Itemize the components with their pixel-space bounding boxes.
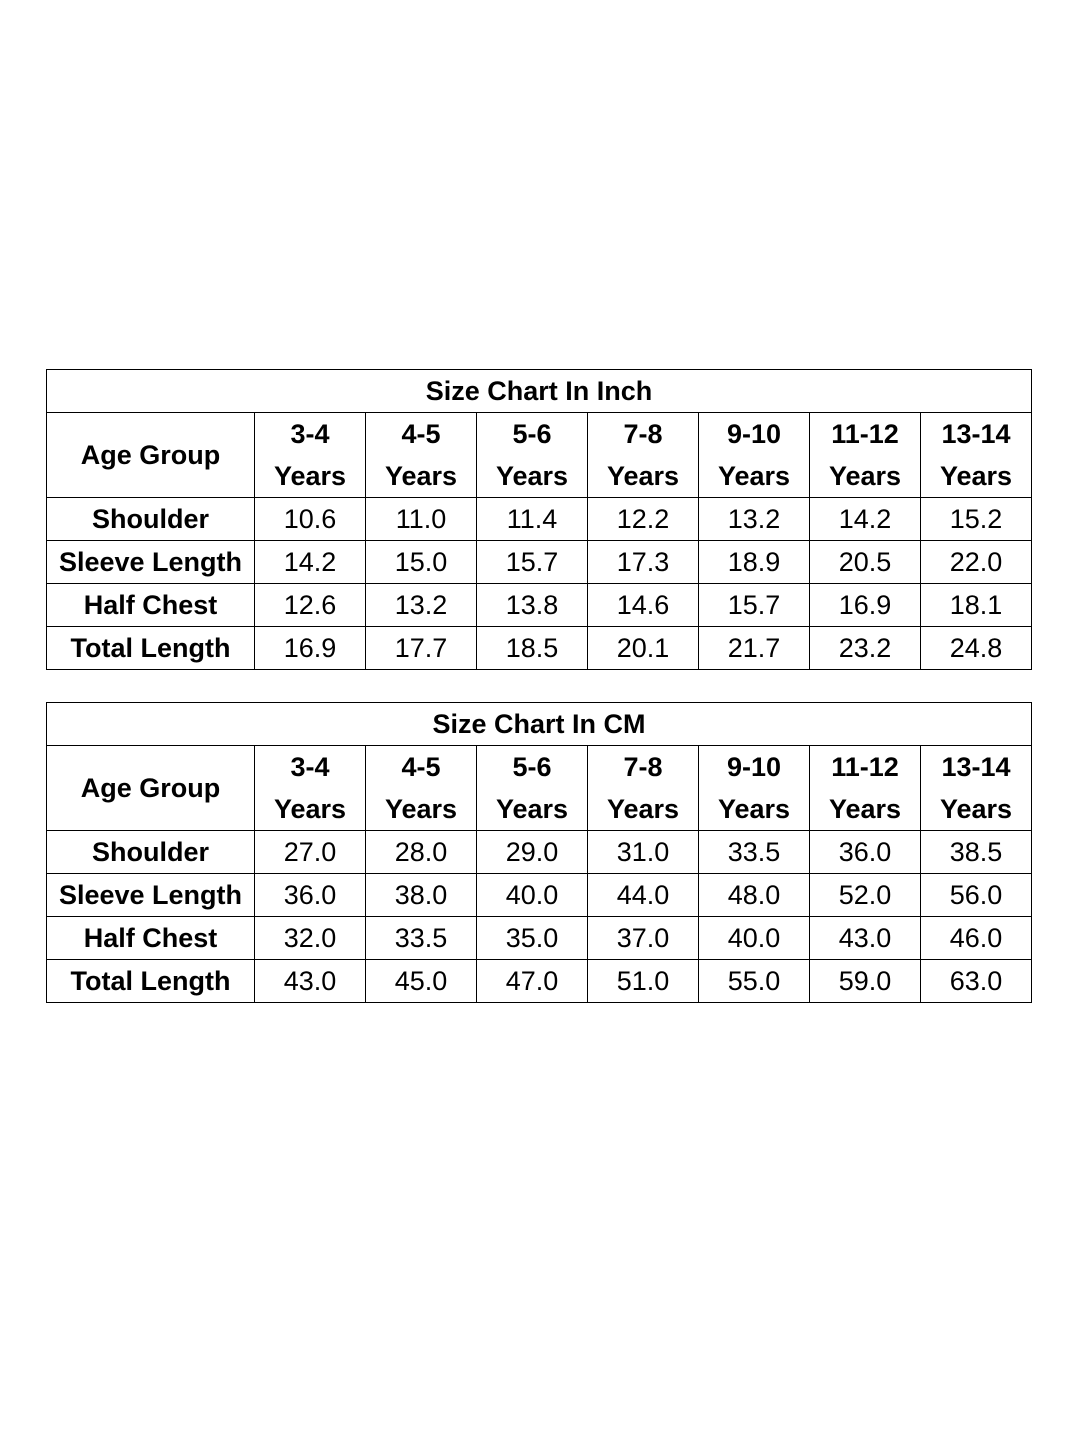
age-unit: Years bbox=[273, 461, 347, 491]
measurement-value: 51.0 bbox=[588, 960, 699, 1003]
measurement-value: 20.5 bbox=[810, 541, 921, 584]
age-unit: Years bbox=[828, 794, 902, 824]
age-unit: Years bbox=[717, 461, 791, 491]
measurement-value: 16.9 bbox=[255, 627, 366, 670]
measurement-label: Sleeve Length bbox=[47, 541, 255, 584]
age-unit: Years bbox=[384, 794, 458, 824]
measurement-label: Half Chest bbox=[47, 917, 255, 960]
measurement-value: 10.6 bbox=[255, 498, 366, 541]
age-range: 13-14 bbox=[941, 752, 1011, 782]
age-column-header bbox=[810, 413, 921, 498]
measurement-value: 38.0 bbox=[366, 874, 477, 917]
age-range: 9-10 bbox=[726, 419, 782, 449]
measurement-value: 35.0 bbox=[477, 917, 588, 960]
table-row bbox=[47, 584, 1032, 627]
measurement-value: 11.0 bbox=[366, 498, 477, 541]
age-unit: Years bbox=[273, 794, 347, 824]
measurement-value: 22.0 bbox=[921, 541, 1032, 584]
age-column-header bbox=[588, 746, 699, 831]
age-unit: Years bbox=[606, 461, 680, 491]
measurement-label: Half Chest bbox=[47, 584, 255, 627]
table-title: Size Chart In Inch bbox=[47, 370, 1032, 413]
age-column-header bbox=[477, 746, 588, 831]
measurement-value: 20.1 bbox=[588, 627, 699, 670]
age-column-header bbox=[810, 746, 921, 831]
age-column-header bbox=[255, 746, 366, 831]
age-range: 3-4 bbox=[290, 752, 330, 782]
table-title-row bbox=[47, 370, 1032, 413]
age-range: 5-6 bbox=[512, 419, 552, 449]
table-row bbox=[47, 498, 1032, 541]
size-chart-cm-table bbox=[46, 702, 1032, 1003]
header-row bbox=[47, 746, 1032, 831]
measurement-value: 29.0 bbox=[477, 831, 588, 874]
measurement-value: 15.7 bbox=[699, 584, 810, 627]
age-range: 9-10 bbox=[726, 752, 782, 782]
measurement-value: 15.0 bbox=[366, 541, 477, 584]
age-unit: Years bbox=[717, 794, 791, 824]
age-group-label: Age Group bbox=[47, 746, 255, 831]
age-unit: Years bbox=[384, 461, 458, 491]
age-unit: Years bbox=[939, 794, 1013, 824]
measurement-value: 52.0 bbox=[810, 874, 921, 917]
age-range: 11-12 bbox=[831, 419, 899, 449]
age-column-header bbox=[255, 413, 366, 498]
age-unit: Years bbox=[495, 794, 569, 824]
table-row bbox=[47, 874, 1032, 917]
measurement-value: 28.0 bbox=[366, 831, 477, 874]
measurement-value: 23.2 bbox=[810, 627, 921, 670]
measurement-value: 32.0 bbox=[255, 917, 366, 960]
measurement-value: 31.0 bbox=[588, 831, 699, 874]
measurement-value: 15.2 bbox=[921, 498, 1032, 541]
age-unit: Years bbox=[828, 461, 902, 491]
table-row bbox=[47, 917, 1032, 960]
measurement-value: 47.0 bbox=[477, 960, 588, 1003]
measurement-value: 46.0 bbox=[921, 917, 1032, 960]
table-row bbox=[47, 627, 1032, 670]
measurement-value: 55.0 bbox=[699, 960, 810, 1003]
size-chart-inch-table bbox=[46, 369, 1032, 670]
measurement-value: 13.8 bbox=[477, 584, 588, 627]
age-range: 4-5 bbox=[401, 752, 441, 782]
measurement-label: Shoulder bbox=[47, 831, 255, 874]
measurement-value: 56.0 bbox=[921, 874, 1032, 917]
age-unit: Years bbox=[606, 794, 680, 824]
age-unit: Years bbox=[939, 461, 1013, 491]
measurement-value: 12.2 bbox=[588, 498, 699, 541]
age-range: 7-8 bbox=[623, 752, 663, 782]
age-range: 13-14 bbox=[941, 419, 1011, 449]
measurement-label: Sleeve Length bbox=[47, 874, 255, 917]
measurement-value: 13.2 bbox=[699, 498, 810, 541]
measurement-value: 17.7 bbox=[366, 627, 477, 670]
age-column-header bbox=[366, 746, 477, 831]
age-group-label: Age Group bbox=[47, 413, 255, 498]
measurement-value: 33.5 bbox=[366, 917, 477, 960]
measurement-value: 13.2 bbox=[366, 584, 477, 627]
age-column-header bbox=[699, 746, 810, 831]
measurement-value: 40.0 bbox=[699, 917, 810, 960]
measurement-value: 40.0 bbox=[477, 874, 588, 917]
measurement-value: 59.0 bbox=[810, 960, 921, 1003]
table-title: Size Chart In CM bbox=[47, 703, 1032, 746]
measurement-value: 18.1 bbox=[921, 584, 1032, 627]
age-range: 3-4 bbox=[290, 419, 330, 449]
measurement-value: 16.9 bbox=[810, 584, 921, 627]
measurement-value: 36.0 bbox=[810, 831, 921, 874]
measurement-value: 37.0 bbox=[588, 917, 699, 960]
measurement-value: 12.6 bbox=[255, 584, 366, 627]
measurement-label: Total Length bbox=[47, 627, 255, 670]
measurement-value: 43.0 bbox=[810, 917, 921, 960]
measurement-value: 18.9 bbox=[699, 541, 810, 584]
table-row bbox=[47, 541, 1032, 584]
measurement-value: 27.0 bbox=[255, 831, 366, 874]
measurement-value: 36.0 bbox=[255, 874, 366, 917]
table-title-row bbox=[47, 703, 1032, 746]
measurement-value: 11.4 bbox=[477, 498, 588, 541]
measurement-label: Shoulder bbox=[47, 498, 255, 541]
measurement-value: 18.5 bbox=[477, 627, 588, 670]
measurement-value: 15.7 bbox=[477, 541, 588, 584]
table-row bbox=[47, 960, 1032, 1003]
measurement-value: 38.5 bbox=[921, 831, 1032, 874]
table-row bbox=[47, 831, 1032, 874]
measurement-value: 21.7 bbox=[699, 627, 810, 670]
measurement-value: 24.8 bbox=[921, 627, 1032, 670]
age-range: 4-5 bbox=[401, 419, 441, 449]
age-column-header bbox=[588, 413, 699, 498]
measurement-value: 14.6 bbox=[588, 584, 699, 627]
measurement-label: Total Length bbox=[47, 960, 255, 1003]
measurement-value: 14.2 bbox=[255, 541, 366, 584]
measurement-value: 33.5 bbox=[699, 831, 810, 874]
measurement-value: 43.0 bbox=[255, 960, 366, 1003]
age-column-header bbox=[477, 413, 588, 498]
measurement-value: 17.3 bbox=[588, 541, 699, 584]
age-range: 7-8 bbox=[623, 419, 663, 449]
age-range: 11-12 bbox=[831, 752, 899, 782]
measurement-value: 44.0 bbox=[588, 874, 699, 917]
age-unit: Years bbox=[495, 461, 569, 491]
header-row bbox=[47, 413, 1032, 498]
age-range: 5-6 bbox=[512, 752, 552, 782]
age-column-header bbox=[921, 413, 1032, 498]
age-column-header bbox=[921, 746, 1032, 831]
measurement-value: 45.0 bbox=[366, 960, 477, 1003]
measurement-value: 48.0 bbox=[699, 874, 810, 917]
age-column-header bbox=[366, 413, 477, 498]
measurement-value: 14.2 bbox=[810, 498, 921, 541]
measurement-value: 63.0 bbox=[921, 960, 1032, 1003]
age-column-header bbox=[699, 413, 810, 498]
